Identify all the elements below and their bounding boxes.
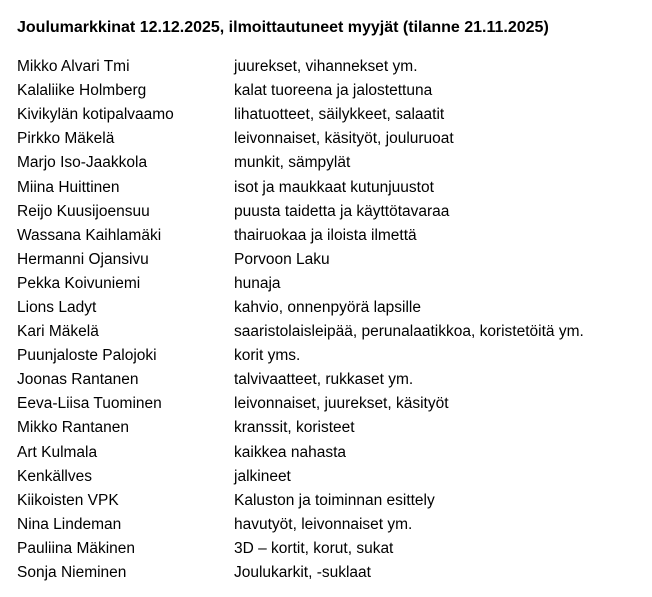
vendor-goods: Joulukarkit, -suklaat: [234, 564, 371, 582]
vendor-goods: havutyöt, leivonnaiset ym.: [234, 515, 413, 533]
vendor-name: Reijo Kuusijoensuu: [17, 202, 150, 220]
vendor-row: [17, 489, 647, 513]
vendor-goods: talvivaatteet, rukkaset ym.: [234, 371, 414, 389]
vendor-goods: kahvio, onnenpyörä lapsille: [234, 298, 421, 316]
vendor-row: [17, 561, 647, 585]
vendor-row: [17, 392, 647, 416]
vendor-row: [17, 248, 647, 272]
vendor-goods: kranssit, koristeet: [234, 419, 355, 437]
vendor-goods: saaristolaisleipää, perunalaatikkoa, koristetöitä ym.: [234, 323, 584, 341]
vendor-name: Kivikylän kotipalvaamo: [17, 106, 174, 124]
vendor-row: [17, 103, 647, 127]
vendor-name: Kiikoisten VPK: [17, 491, 119, 509]
vendor-goods: kaikkea nahasta: [234, 443, 347, 461]
vendor-list: [17, 55, 647, 585]
vendor-row: [17, 200, 647, 224]
vendor-goods: munkit, sämpylät: [234, 154, 351, 172]
vendor-name: Art Kulmala: [17, 443, 98, 461]
vendor-row: [17, 416, 647, 440]
vendor-name: Joonas Rantanen: [17, 371, 139, 389]
vendor-row: [17, 224, 647, 248]
vendor-row: [17, 127, 647, 151]
vendor-goods: leivonnaiset, juurekset, käsityöt: [234, 395, 449, 413]
vendor-goods: puusta taidetta ja käyttötavaraa: [234, 202, 450, 220]
document-title: Joulumarkkinat 12.12.2025, ilmoittautuneet myyjät (tilanne 21.11.2025): [17, 19, 549, 36]
vendor-goods: juurekset, vihannekset ym.: [234, 58, 418, 76]
vendor-name: Hermanni Ojansivu: [17, 250, 149, 268]
vendor-row: [17, 368, 647, 392]
vendor-name: Marjo Iso-Jaakkola: [17, 154, 148, 172]
vendor-name: Mikko Rantanen: [17, 419, 130, 437]
vendor-goods: leivonnaiset, käsityöt, jouluruoat: [234, 130, 454, 148]
vendor-row: [17, 79, 647, 103]
vendor-row: [17, 513, 647, 537]
vendor-row: [17, 55, 647, 79]
vendor-name: Nina Lindeman: [17, 515, 122, 533]
vendor-name: Miina Huittinen: [17, 178, 120, 196]
vendor-goods: hunaja: [234, 274, 281, 292]
vendor-row: [17, 151, 647, 175]
vendor-name: Sonja Nieminen: [17, 564, 127, 582]
vendor-row: [17, 175, 647, 199]
vendor-name: Pekka Koivuniemi: [17, 274, 141, 292]
vendor-name: Mikko Alvari Tmi: [17, 58, 130, 76]
vendor-row: [17, 296, 647, 320]
vendor-goods: Kaluston ja toiminnan esittely: [234, 491, 435, 509]
vendor-goods: 3D – kortit, korut, sukat: [234, 539, 394, 557]
vendor-goods: jalkineet: [234, 467, 291, 485]
vendor-row: [17, 272, 647, 296]
vendor-row: [17, 344, 647, 368]
vendor-name: Kalaliike Holmberg: [17, 82, 147, 100]
vendor-row: [17, 441, 647, 465]
vendor-goods: korit yms.: [234, 347, 301, 365]
vendor-row: [17, 320, 647, 344]
vendor-name: Pirkko Mäkelä: [17, 130, 115, 148]
vendor-goods: kalat tuoreena ja jalostettuna: [234, 82, 433, 100]
vendor-goods: thairuokaa ja iloista ilmettä: [234, 226, 417, 244]
vendor-goods: isot ja maukkaat kutunjuustot: [234, 178, 434, 196]
vendor-name: Puunjaloste Palojoki: [17, 347, 157, 365]
vendor-goods: Porvoon Laku: [234, 250, 330, 268]
vendor-name: Kenkällves: [17, 467, 92, 485]
vendor-name: Eeva-Liisa Tuominen: [17, 395, 162, 413]
vendor-name: Kari Mäkelä: [17, 323, 99, 341]
vendor-row: [17, 465, 647, 489]
vendor-name: Lions Ladyt: [17, 298, 97, 316]
vendor-row: [17, 537, 647, 561]
vendor-name: Wassana Kaihlamäki: [17, 226, 162, 244]
vendor-name: Pauliina Mäkinen: [17, 539, 136, 557]
vendor-goods: lihatuotteet, säilykkeet, salaatit: [234, 106, 445, 124]
